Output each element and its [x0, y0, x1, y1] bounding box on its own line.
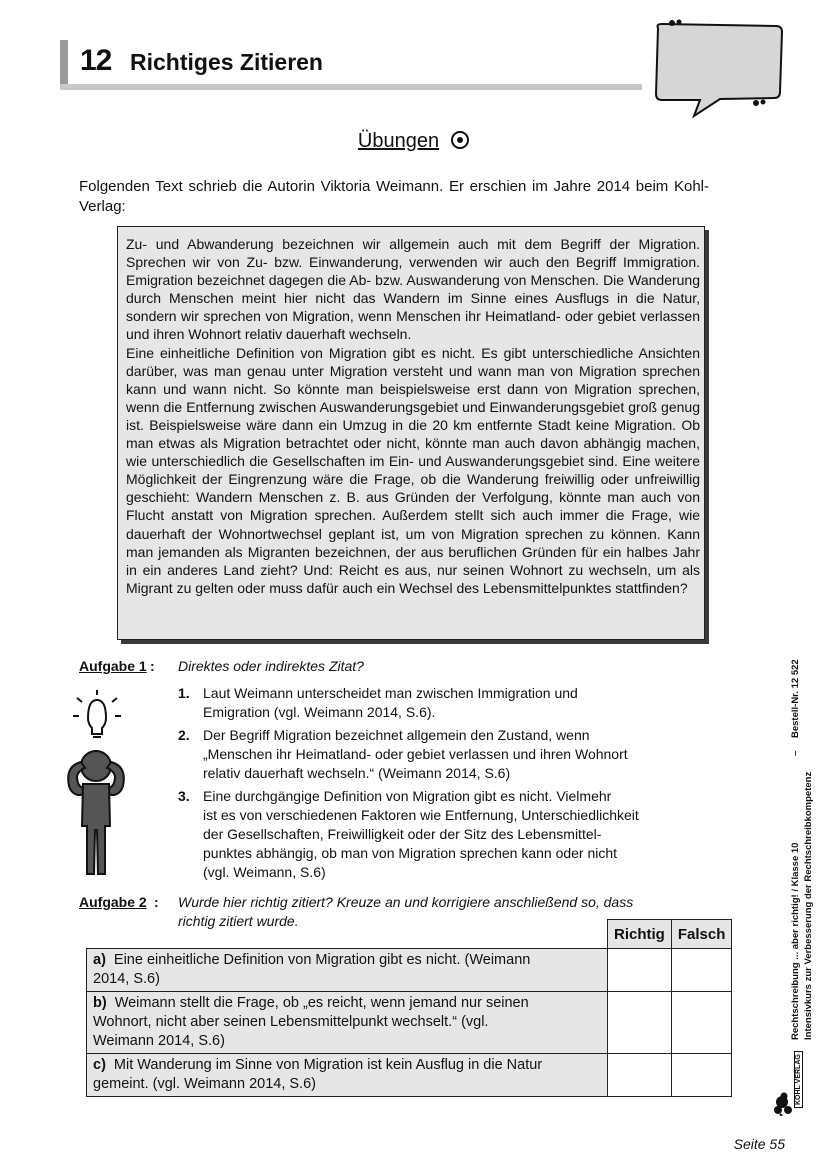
- task1-instruction: Direktes oder indirektes Zitat?: [178, 658, 364, 674]
- checkbox-falsch[interactable]: [671, 1054, 732, 1097]
- table-row: [87, 1054, 732, 1097]
- table-row: [87, 992, 732, 1054]
- answer-table: [86, 919, 732, 1097]
- task1-item-list: [178, 684, 688, 886]
- item-text: Eine durchgängige Definition von Migration gibt es nicht. Vielmehr ist es von verschiedenen Faktoren wie Entfernung, Unterschiedlichkeit der Gesellschaften, Freiwilligkeit oder der Sitz des Lebensmittel- punktes abhängig, ob man von Migration sprechen kann oder nicht (vgl. Weimann, S.6): [203, 788, 639, 880]
- intro-text: Folgenden Text schrieb die Autorin Viktoria Weimann. Er erschien im Jahre 2014 beim Kohl-Verlag:: [79, 178, 709, 215]
- statement-text: Mit Wanderung im Sinne von Migration ist kein Ausflug in die Natur gemeint. (vgl. Weimann 2014, S.6): [93, 1057, 543, 1092]
- checkbox-richtig[interactable]: [608, 949, 672, 992]
- sidebar-order-number: Bestell-Nr. 12 522: [790, 659, 801, 738]
- column-header-falsch: Falsch: [671, 920, 732, 949]
- speech-bubble-icon: [648, 16, 788, 126]
- table-header-blank: [87, 920, 608, 949]
- row-label: a): [93, 952, 106, 968]
- section-title-text: Übungen: [357, 130, 440, 152]
- list-item: [178, 726, 688, 783]
- publisher-name: KOHL VERLAG: [794, 1051, 803, 1108]
- header-underline: [60, 84, 642, 90]
- sidebar-separator: –: [790, 750, 801, 756]
- thinking-person-icon: [55, 688, 135, 880]
- sidebar-book-subtitle: Intensivkurs zur Verbesserung der Rechtschreibkompetenz: [803, 771, 814, 1040]
- list-item: [178, 684, 688, 722]
- task2-label: Aufgabe 2: [79, 894, 147, 910]
- table-header-row: [87, 920, 732, 949]
- chapter-number: 12: [80, 44, 112, 77]
- checkbox-falsch[interactable]: [671, 992, 732, 1054]
- sidebar-book-title: Rechtschreibung ... aber richtig! / Klasse 10: [790, 842, 801, 1040]
- table-row: [87, 949, 732, 992]
- chapter-title: Richtiges Zitieren: [130, 49, 323, 75]
- source-paragraph-1: Zu- und Abwanderung bezeichnen wir allgemein auch mit dem Begriff der Migration. Sprechen wir von Zu- bzw. Einwanderung, verwenden wir auch den Begriff Immigration. Emigration bezeichnet dagegen die Ab- bzw. Auswanderung von Menschen. Die Wanderung durch Menschen meint hier nicht das Wandern im Sinne eines Ausflugs in die Natur, sondern wir sprechen von Migration, wenn Menschen ihr Heimatland- oder gebiet verlassen und ihren Wohnort relativ dauerhaft wechseln.: [126, 236, 700, 343]
- checkbox-falsch[interactable]: [671, 949, 732, 992]
- source-paragraph-2: Eine einheitliche Definition von Migration gibt es nicht. Es gibt unterschiedliche Ansichten darüber, was man genau unter Migration versteht und wann man von Migration sprechen kann und wann nicht. So könnte man beispielsweise erst dann von Migration sprechen, wenn die Entfernung zwischen Auswanderungsgebiet und Einwanderungsgebiet groß genug ist. Beispielsweise wäre dann ein Umzug in die 20 km entfernte Stadt keine Migration. Ob man etwas als Migration betrachtet oder nicht, könnte man auch davon abhängig machen, wie unterschiedlich die Gesellschaften im Ein- und Auswanderungsgebiet sind. Eine weitere Möglichkeit der Eingrenzung wäre die Frage, ob die Wanderung freiwillig oder unfreiwillig geschieht: Wandern Menschen z. B. aus Gründen der Verfolgung, könnte man auch von Flucht anstatt von Migration sprechen. Außerdem stellt sich auch immer die Frage, wie dauerhaft der Wohnortwechsel geplant ist, um von Migration sprechen zu können. Kann man jemanden als Migranten bezeichnen, der aus beruflichen Gründen für ein halbes Jahr in ein anderes Land zieht? Und: Reicht es aus, nur seinen Wohnort zu wechseln, um als Migrant zu gelten oder muss dafür auch ein Wechsel des Lebensmittelpunktes stattfinden?: [126, 344, 700, 596]
- statement-cell: [87, 949, 608, 992]
- item-number: 1.: [178, 685, 190, 701]
- header-accent-bar: [60, 40, 68, 90]
- section-title: [0, 130, 827, 153]
- statement-cell: [87, 1054, 608, 1097]
- list-item: [178, 787, 688, 882]
- statement-text: Eine einheitliche Definition von Migration gibt es nicht. (Weimann 2014, S.6): [93, 952, 531, 987]
- statement-cell: [87, 992, 608, 1054]
- task1-colon: :: [150, 658, 155, 674]
- row-label: c): [93, 1057, 106, 1073]
- row-label: b): [93, 995, 107, 1011]
- task2-instruction-line1: Wurde hier richtig zitiert? Kreuze an und korrigiere anschließend so, dass: [178, 894, 634, 910]
- column-header-richtig: Richtig: [608, 920, 672, 949]
- task2-colon: :: [154, 894, 159, 910]
- statement-text: Weimann stellt die Frage, ob „es reicht, wenn jemand nur seinen Wohnort, nicht aber seinen Lebensmittelpunkt wechselt.“ (vgl. Weimann 2014, S.6): [93, 995, 529, 1049]
- item-text: Laut Weimann unterscheidet man zwischen Immigration und Emigration (vgl. Weimann 2014, S.6).: [203, 685, 578, 720]
- checkbox-richtig[interactable]: [608, 1054, 672, 1097]
- task1-label: Aufgabe 1: [79, 658, 147, 674]
- item-text: Der Begriff Migration bezeichnet allgemein den Zustand, wenn „Menschen ihr Heimatland- oder gebiet verlassen und ihren Wohnort relativ dauerhaft wechseln.“ (Weimann 2014, S.6): [203, 727, 628, 781]
- item-number: 2.: [178, 727, 190, 743]
- item-number: 3.: [178, 788, 190, 804]
- task2-instruction-line2: richtig zitiert wurde.: [178, 913, 299, 929]
- checkbox-richtig[interactable]: [608, 992, 672, 1054]
- page-number: Seite 55: [733, 1136, 785, 1152]
- target-icon: [451, 131, 469, 149]
- source-text-box: [117, 226, 705, 640]
